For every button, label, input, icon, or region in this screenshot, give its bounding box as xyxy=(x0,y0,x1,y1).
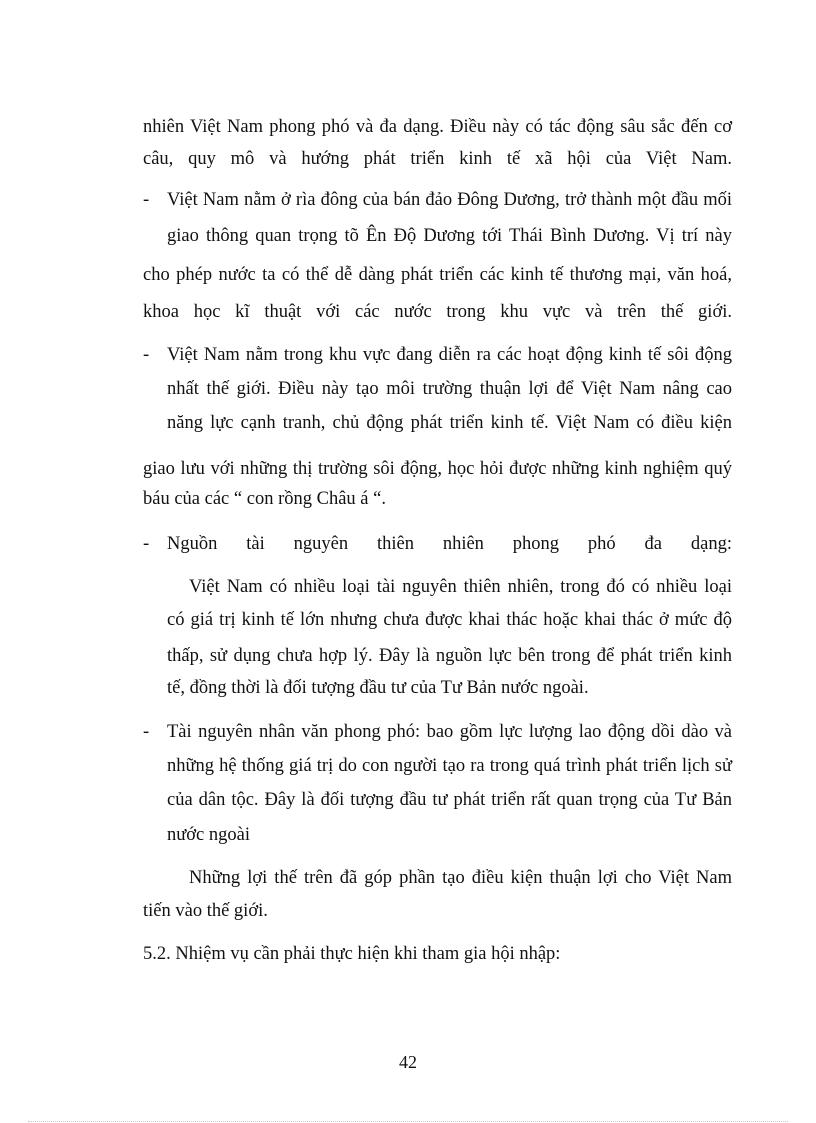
text-line: của dân tộc. Đây là đối tượng đầu tư phát triển rất quan trọng của Tư Bản xyxy=(167,790,732,810)
text-line: nhiên Việt Nam phong phó và đa dạng. Điều này có tác động sâu sắc đến cơ xyxy=(143,117,732,137)
page-number: 42 xyxy=(399,1052,417,1072)
text-line: Nguồn tài nguyên thiên nhiên phong phó đa dạng: xyxy=(167,534,732,554)
text-line: Việt Nam nằm ở rìa đông của bán đảo Đông Dương, trở thành một đầu mối xyxy=(167,190,732,210)
footer-divider xyxy=(28,1121,788,1122)
text-line: những hệ thống giá trị do con người tạo ra trong quá trình phát triển lịch sử xyxy=(167,756,732,776)
text-line: tế, đồng thời là đối tượng đầu tư của Tư Bản nước ngoài. xyxy=(167,678,589,698)
text-line: Những lợi thế trên đã góp phần tạo điều kiện thuận lợi cho Việt Nam xyxy=(189,868,732,888)
text-line: giao lưu với những thị trường sôi động, học hỏi được những kinh nghiệm quý xyxy=(143,459,732,479)
text-line: tiến vào thế giới. xyxy=(143,901,268,921)
text-line: cho phép nước ta có thể dễ dàng phát triển các kinh tế thương mại, văn hoá, xyxy=(143,265,732,285)
text-line: nhất thế giới. Điều này tạo môi trường thuận lợi để Việt Nam nâng cao xyxy=(167,379,732,399)
text-line: Việt Nam có nhiều loại tài nguyên thiên nhiên, trong đó có nhiều loại xyxy=(189,577,732,597)
text-line: báu của các “ con rồng Châu á “. xyxy=(143,489,386,509)
text-line: có giá trị kinh tế lớn nhưng chưa được khai thác hoặc khai thác ở mức độ xyxy=(167,610,732,630)
text-line: Tài nguyên nhân văn phong phó: bao gồm lực lượng lao động dồi dào và xyxy=(167,722,732,742)
text-line: khoa học kĩ thuật với các nước trong khu vực và trên thế giới. xyxy=(143,302,732,322)
text-line: nước ngoài xyxy=(167,825,250,845)
bullet-marker: - xyxy=(143,534,150,554)
text-line: thấp, sử dụng chưa hợp lý. Đây là nguồn lực bên trong để phát triển kinh xyxy=(167,646,732,666)
section-heading: 5.2. Nhiệm vụ cần phải thực hiện khi tham gia hội nhập: xyxy=(143,944,561,964)
bullet-marker: - xyxy=(143,190,150,210)
bullet-marker: - xyxy=(143,722,150,742)
bullet-marker: - xyxy=(143,345,150,365)
text-line: năng lực cạnh tranh, chủ động phát triển kinh tế. Việt Nam có điều kiện xyxy=(167,413,732,433)
text-line: giao thông quan trọng tõ Ên Độ Dương tới Thái Bình Dương. Vị trí này xyxy=(167,226,732,246)
text-line: câu, quy mô và hướng phát triển kinh tế xã hội của Việt Nam. xyxy=(143,149,732,169)
text-line: Việt Nam nằm trong khu vực đang diễn ra các hoạt động kinh tế sôi động xyxy=(167,345,732,365)
